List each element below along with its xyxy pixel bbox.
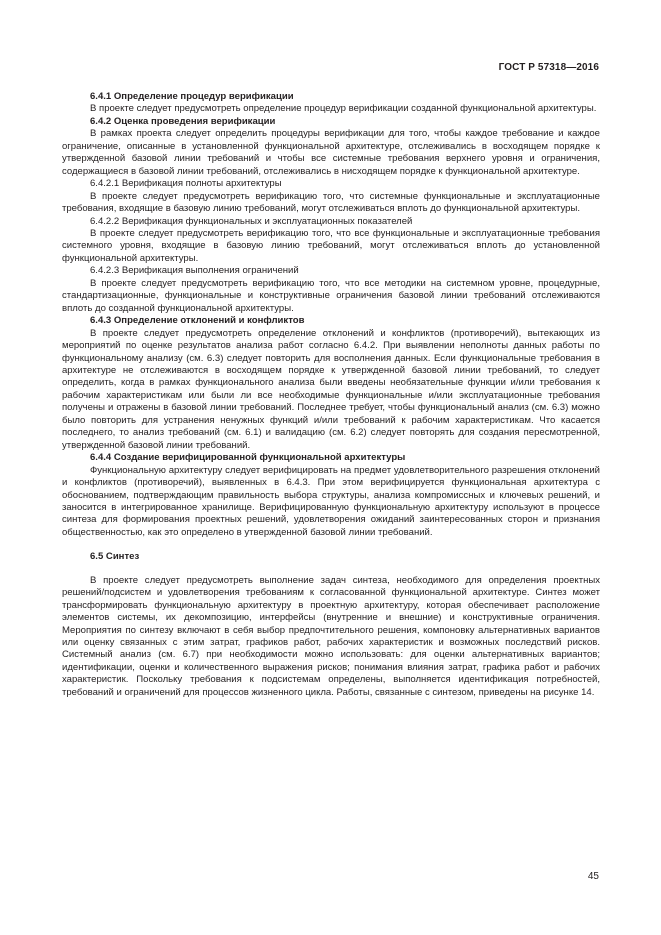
document-body bbox=[62, 91, 600, 699]
heading-6-4-2: 6.4.2 Оценка проведения верификации bbox=[90, 115, 276, 127]
heading-6-4-4: 6.4.4 Создание верифицированной функциональной архитектуры bbox=[90, 452, 406, 464]
paragraph: В проекте следует предусмотреть верификацию того, что системные функциональные и эксплуатационные требования, входящие в базовую линию требований, могут отслеживаться вплоть до функциональной архитектуры. bbox=[62, 190, 600, 215]
page-number: 45 bbox=[587, 871, 599, 882]
heading-6-4-3: 6.4.3 Определение отклонений и конфликтов bbox=[90, 315, 305, 327]
paragraph: Функциональную архитектуру следует верифицировать на предмет удовлетворительного разрешения отклонений и конфликтов (противоречий), выявленных в 6.4.3. При этом верифицируется функциональная архитектура с обоснованием, подтверждающим правильность выбора структуры, анализа компромиссных и ключевых решений, и заносится в интегрированное хранилище. Верифицированную функциональную архитектуру используют в процессе синтеза для формирования проектных решений, удовлетворения ожиданий заинтересованных сторон и признания общественностью, как это определено в утвержденной базовой линии требований. bbox=[62, 464, 600, 538]
paragraph: В рамках проекта следует определить процедуры верификации для того, чтобы каждое требование и каждое ограничение, описанные в установленной функциональной архитектуре, отслеживались в восходящем порядке к утвержденной базовой линии требований и чтобы все системные требования верхнего уровня и ограничения, содержащиеся в базовой линии требований, отслеживались в нисходящем порядке к функциональной архитектуре. bbox=[62, 128, 600, 177]
paragraph: В проекте следует предусмотреть верификацию того, что все методики на системном уровне, процедурные, стандартизационные, функциональные и конструктивные ограничения базовой линии требований отслеживаются вплоть до созданной функциональной архитектуры. bbox=[62, 277, 600, 314]
paragraph: В проекте следует предусмотреть выполнение задач синтеза, необходимого для определения проектных решений/подсистем и удовлетворения требованиям к согласованной функциональной архитектуре. Синтез может трансформировать функциональную архитектуру в проектную архитектуру, которая обеспечивает расположение элементов системы, их декомпозицию, интерфейсы (внутренние и внешние) и конструктивные ограничения. Мероприятия по синтезу включают в себя выбор предпочтительного решения, компоновку альтернативных вариантов или оценку связанных с этим затрат, графиков работ, рабочих характеристик и возможных последствий рисков. Системный анализ (см. 6.7) при необходимости можно использовать: для оценки альтернативных вариантов; идентификации, оценки и количественного выражения рисков; понимания влияния затрат, графика работ и рабочих характеристик. Поскольку требования к подсистемам определены, выполняется идентификация потребностей, требований и ограничений для процессов жизненного цикла. Работы, связанные с синтезом, приведены на рисунке 14. bbox=[62, 574, 600, 698]
heading-6-5: 6.5 Синтез bbox=[90, 551, 140, 563]
paragraph: В проекте следует предусмотреть верификацию того, что все функциональные и эксплуатационные требования системного уровня, входящие в базовую линию требований, могут отслеживаться вплоть до установленной функциональной архитектуры. bbox=[62, 227, 600, 264]
subheading-6-4-2-3: 6.4.2.3 Верификация выполнения ограничений bbox=[90, 265, 299, 277]
heading-6-4-1: 6.4.1 Определение процедур верификации bbox=[90, 91, 294, 102]
subheading-6-4-2-1: 6.4.2.1 Верификация полноты архитектуры bbox=[90, 178, 282, 190]
subheading-6-4-2-2: 6.4.2.2 Верификация функциональных и эксплуатационных показателей bbox=[90, 215, 413, 227]
paragraph: В проекте следует предусмотреть определение отклонений и конфликтов (противоречий), вытекающих из мероприятий по оценке результатов анализа работ согласно 6.4.2. При выявлении неполноты данных работы по функциональному анализу (см. 6.3) следует повторить для восполнения данных. Если функциональные требования в архитектуре не отслеживаются в восходящем порядке к утвержденной базовой линии требований, то следует определить, когда в рамках функционального анализа были введены необязательные функции и/или требования к рабочим характеристикам или были ли все необходимые функциональные и/или эксплуатационные требования получены и отражены в базовой линии требований. Последнее требует, чтобы функциональный анализ (см. 6.3) можно было повторить для устранения ненужных функций и/или требований к рабочим характеристикам. Что касается последнего, то анализ требований (см. 6.1) и валидацию (см. 6.2) следует повторять для создания пересмотренной, утвержденной базовой линии требований. bbox=[62, 327, 600, 451]
document-header: ГОСТ Р 57318—2016 bbox=[498, 62, 599, 73]
paragraph: В проекте следует предусмотреть определение процедур верификации созданной функциональной архитектуры. bbox=[90, 103, 597, 115]
